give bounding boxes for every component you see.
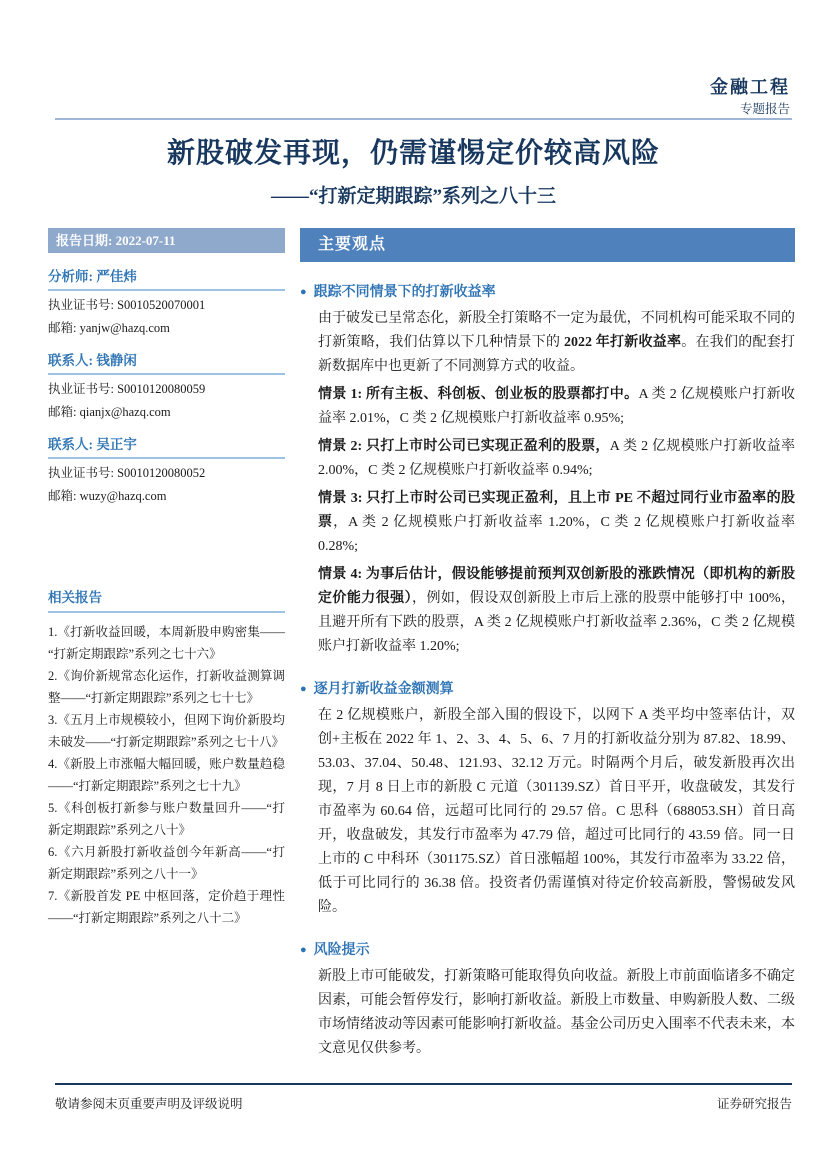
person-block <box>48 436 285 505</box>
person-cert-number: 执业证书号: S0010520070001 <box>48 298 206 312</box>
page-subtitle: ——“打新定期跟踪”系列之八十三 <box>270 186 556 207</box>
footer-divider <box>55 1083 792 1085</box>
section-paragraph <box>318 383 795 431</box>
text-run: A 类 2 亿规模账户打新收益率 2.01%，C 类 2 亿规模账户打新收益率 0.95%; <box>318 387 795 426</box>
main-content <box>300 228 795 1061</box>
section-paragraph <box>318 307 795 379</box>
bold-run: 情景 4: 为事后估计，假设能够提前预判双创新股的涨跌情况（即机构的新股定价能力很强） <box>318 567 795 606</box>
bold-run: 情景 3: 只打上市时公司已实现正盈利，且上市 PE 不超过同行业市盈率的股票 <box>318 491 795 530</box>
section-heading-row <box>300 283 795 303</box>
report-type-label: 专题报告 <box>739 102 790 116</box>
page-title: 新股破发再现，仍需谨惕定价较高风险 <box>166 138 660 169</box>
person-email: 邮箱: yanjw@hazq.com <box>48 321 170 335</box>
text-run: A 类 2 亿规模账户打新收益率 2.00%，C 类 2 亿规模账户打新收益率 0.94%; <box>318 439 795 478</box>
text-run: 在 2 亿规模账户，新股全部入围的假设下，以网下 A 类平均中签率估计，双创+主板在 2022 年 1、2、3、4、5、6、7 月的打新收益分别为 87.82、18.99、53.03、37.04、50.48、121.93、32.12 万元。时隔两个月后，破发新股再次出现，7 月 8 日上市的新股 C 元道（301139.SZ）首日平开，收盘破发，其发行市盈率为 60.64 倍，远超可比同行的 29.57 倍。C 思科（688053.SH）首日高开，收盘破发，其发行市盈率为 47.79 倍，超过可比同行的 43.59 倍。同一日上市的 C 中科环（301175.SZ）首日涨幅超 100%，其发行市盈率为 33.22 倍，低于可比同行的 36.38 倍。投资者仍需谨慎对待定价较高新股，警惕破发风险。 <box>318 708 795 915</box>
report-date-bar: 报告日期: 2022-07-11 <box>48 228 285 253</box>
text-run: 新股上市可能破发，打新策略可能取得负向收益。新股上市前面临诸多不确定因素，可能会暂停发行，影响打新收益。新股上市数量、申购新股人数、二级市场情绪波动等因素可能影响打新收益。基金公司历史入围率不代表未来，本文意见仅供参考。 <box>318 969 795 1056</box>
bullet-icon: ● <box>300 286 307 298</box>
bullet-icon: ● <box>300 944 307 956</box>
related-reports-title: 相关报告 <box>48 589 285 613</box>
section-heading-row <box>300 680 795 700</box>
related-report-item: 7.《新股首发 PE 中枢回落，定价趋于理性——“打新定期跟踪”系列之八十二》 <box>48 889 285 925</box>
section-body <box>300 704 795 920</box>
related-report-item: 5.《科创板打新参与账户数量回升——“打新定期跟踪”系列之八十》 <box>48 801 285 837</box>
related-report-item: 4.《新股上市涨幅大幅回暖，账户数量趋稳——“打新定期跟踪”系列之七十九》 <box>48 757 285 793</box>
person-cert-number: 执业证书号: S0010120080052 <box>48 466 206 480</box>
related-report-item: 3.《五月上市规模较小，但网下询价新股均未破发——“打新定期跟踪”系列之七十八》 <box>48 713 285 749</box>
text-run: 由于破发已呈常态化，新股全打策略不一定为最优，不同机构可能采取不同的打新策略，我们估算以下几种情景下的 <box>318 311 795 350</box>
person-block <box>48 352 285 421</box>
related-report-item: 2.《询价新规常态化运作，打新收益测算调整——“打新定期跟踪”系列之七十七》 <box>48 669 285 705</box>
section-heading-row <box>300 941 795 961</box>
related-reports <box>48 589 285 929</box>
viewpoint-section <box>300 283 795 659</box>
brand-block <box>710 76 790 118</box>
viewpoint-sections <box>300 283 795 1061</box>
person-role-name: 分析师: 严佳炜 <box>48 268 285 291</box>
text-run: ，例如，假设双创新股上市后上涨的股票中能够打中 100%，且避开所有下跌的股票，A 类 2 亿规模账户打新收益率 2.36%，C 类 2 亿规模账户打新收益率 1.20%; <box>318 591 795 654</box>
viewpoint-section <box>300 680 795 920</box>
related-report-item: 6.《六月新股打新收益创今年新高——“打新定期跟踪”系列之八十一》 <box>48 845 285 881</box>
person-block <box>48 268 285 337</box>
bold-run: 情景 2: 只打上市时公司已实现正盈利的股票， <box>318 439 610 454</box>
section-paragraph <box>318 563 795 659</box>
viewpoint-section <box>300 941 795 1061</box>
person-email: 邮箱: qianjx@hazq.com <box>48 405 171 419</box>
text-run: ，A 类 2 亿规模账户打新收益率 1.20%，C 类 2 亿规模账户打新收益率 0.28%; <box>318 515 796 554</box>
section-paragraph <box>318 487 795 559</box>
person-cert-number: 执业证书号: S0010120080059 <box>48 382 206 396</box>
section-paragraph <box>318 704 795 920</box>
text-run: 。在我们的配套打新数据库中也更新了不同测算方式的收益。 <box>318 335 795 374</box>
footer-disclaimer-note: 敬请参阅末页重要声明及评级说明 <box>55 1097 243 1111</box>
header-divider <box>55 118 792 120</box>
analyst-contact-list <box>48 268 285 505</box>
info-sidebar <box>48 228 285 929</box>
related-reports-list <box>48 621 285 929</box>
section-body <box>300 965 795 1061</box>
footer-report-label: 证券研究报告 <box>716 1097 792 1111</box>
person-role-name: 联系人: 钱静闲 <box>48 352 285 375</box>
section-heading: 跟踪不同情景下的打新收益率 <box>313 285 496 300</box>
brand-category-label: 金融工程 <box>710 77 790 97</box>
related-report-item: 1.《打新收益回暖，本周新股申购密集——“打新定期跟踪”系列之七十六》 <box>48 625 285 661</box>
section-body <box>300 307 795 659</box>
bold-run: 情景 1: 所有主板、科创板、创业板的股票都打中。 <box>318 387 639 402</box>
main-viewpoints-header: 主要观点 <box>300 228 795 262</box>
section-heading: 风险提示 <box>313 943 370 958</box>
section-paragraph <box>318 435 795 483</box>
person-email: 邮箱: wuzy@hazq.com <box>48 489 167 503</box>
section-paragraph <box>318 965 795 1061</box>
person-role-name: 联系人: 吴正宇 <box>48 436 285 459</box>
section-heading: 逐月打新收益金额测算 <box>313 682 454 697</box>
bullet-icon: ● <box>300 683 307 695</box>
bold-run: 2022 年打新收益率 <box>564 335 682 350</box>
